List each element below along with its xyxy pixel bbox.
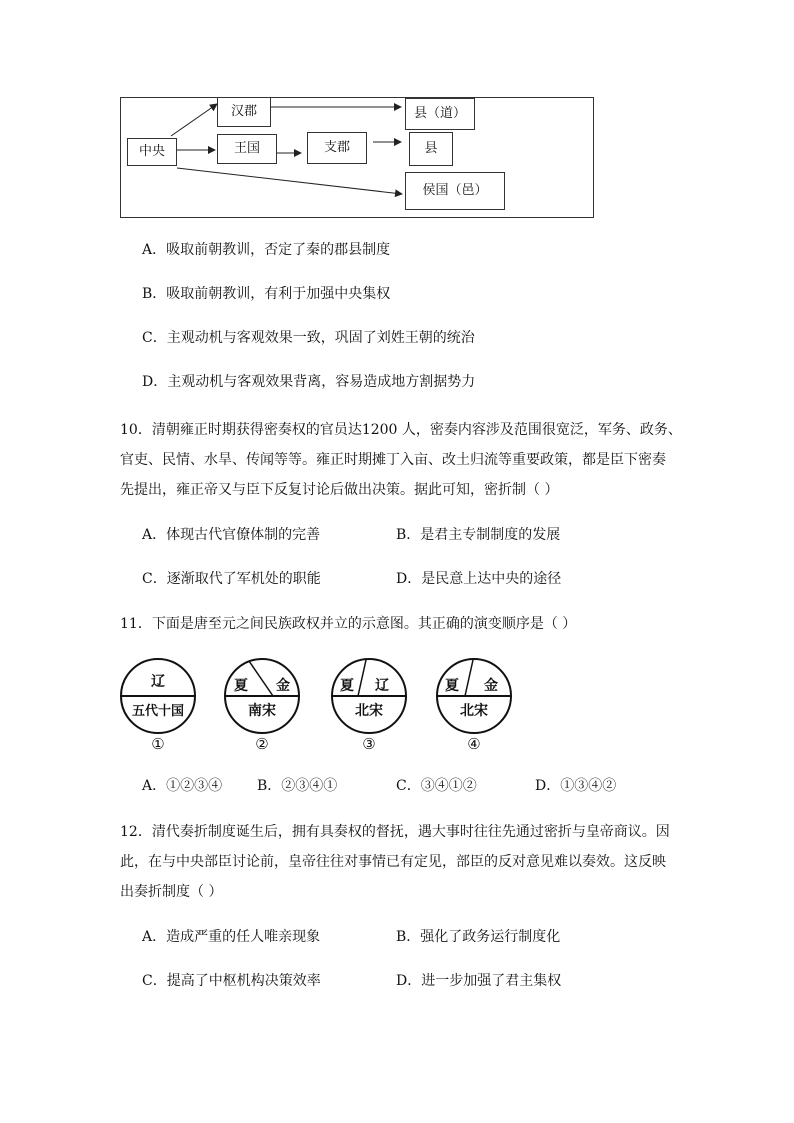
- circle-4-label: ④: [467, 735, 481, 753]
- q11-option-c: C．③④①②: [396, 778, 477, 794]
- circle-1-label: ①: [151, 735, 165, 753]
- circle-3-shape: [330, 655, 410, 737]
- node-marquisate-label: 侯国（邑）: [422, 183, 488, 198]
- regime-circle-4: [435, 655, 515, 755]
- q10-option-a: A．体现古代官僚体制的完善: [142, 527, 321, 543]
- q12-option-c: C．提高了中枢机构决策效率: [142, 973, 321, 989]
- node-han-commandery: [217, 97, 271, 127]
- node-branch-label: 支郡: [323, 140, 350, 155]
- q9-option-c: C．主观动机与客观效果一致，巩固了刘姓王朝的统治: [142, 330, 475, 346]
- circle-3-label: ③: [362, 735, 376, 753]
- q10-stem-line3: 先提出，雍正帝又与臣下反复讨论后做出决策。据此可知，密折制（ ）: [120, 482, 559, 498]
- circle-1-bottom: 五代十国: [131, 704, 184, 719]
- q11-option-b: B．②③④①: [257, 778, 338, 794]
- q9-option-a: A．吸取前朝教训，否定了秦的郡县制度: [142, 242, 391, 258]
- regime-circle-3: [330, 655, 410, 755]
- q10-option-d: D．是民意上达中央的途径: [396, 571, 562, 587]
- q10-stem-line1: 10．清朝雍正时期获得密奏权的官员达1200 人，密奏内容涉及范围很宽泛，军务、政务、: [120, 422, 682, 438]
- node-han-label: 汉郡: [230, 104, 257, 119]
- arrow-center-to-han: [171, 104, 217, 136]
- regime-circle-1: [119, 655, 199, 755]
- circle-2-bottom: 南宋: [248, 703, 276, 719]
- arrow-center-to-marquisate: [177, 168, 402, 194]
- q9-option-d: D．主观动机与客观效果背离，容易造成地方割据势力: [142, 374, 476, 390]
- circle-3-top-left: 夏: [340, 678, 354, 694]
- regime-circle-2: [223, 655, 303, 755]
- q12-stem-line1: 12．清代奏折制度诞生后，拥有具奏权的督抚，遇大事时往往先通过密折与皇帝商议。因: [120, 824, 670, 840]
- q12-stem-line2: 此，在与中央部臣讨论前，皇帝往往对事情已有定见，部臣的反对意见难以奏效。这反映: [120, 854, 666, 870]
- circle-3-bottom: 北宋: [355, 703, 383, 719]
- circle-1-shape: [119, 655, 199, 737]
- q11-option-d: D．①③④②: [535, 778, 617, 794]
- node-kingdom: [217, 134, 277, 164]
- q10-stem-line2: 官吏、民情、水旱、传闻等等。雍正时期摊丁入亩、改土归流等重要政策，都是臣下密奏: [120, 452, 666, 468]
- q11-option-a: A．①②③④: [142, 778, 223, 794]
- q9-option-b: B．吸取前朝教训，有利于加强中央集权: [142, 286, 391, 302]
- node-county: [409, 132, 453, 166]
- node-county-dao: [405, 98, 475, 130]
- q11-stem: 11．下面是唐至元之间民族政权并立的示意图。其正确的演变顺序是（ ）: [120, 616, 577, 632]
- node-center: [127, 138, 177, 166]
- circle-4-top-left: 夏: [445, 678, 459, 694]
- circle-2-shape: [223, 655, 303, 737]
- circle-1-top: 辽: [151, 674, 165, 690]
- node-branch-commandery: [307, 132, 367, 164]
- q12-option-a: A．造成严重的任人唯亲现象: [142, 929, 321, 945]
- q10-option-c: C．逐渐取代了军机处的职能: [142, 571, 321, 587]
- q12-option-d: D．进一步加强了君主集权: [396, 973, 562, 989]
- node-center-label: 中央: [138, 144, 165, 159]
- circle-4-top-right: 金: [484, 678, 498, 694]
- circle-4-bottom: 北宋: [460, 703, 488, 719]
- circle-4-shape: [435, 655, 515, 737]
- circle-2-label: ②: [255, 735, 269, 753]
- node-marquisate: [405, 172, 505, 210]
- node-kingdom-label: 王国: [233, 141, 260, 156]
- circle-2-top-right: 金: [276, 678, 290, 694]
- node-county-label: 县: [424, 141, 438, 156]
- circle-3-top-right: 辽: [375, 678, 389, 694]
- circle-2-top-left: 夏: [234, 678, 248, 694]
- admin-structure-diagram: [120, 97, 594, 218]
- q12-option-b: B．强化了政务运行制度化: [396, 929, 561, 945]
- node-county-dao-label: 县（道）: [413, 106, 466, 121]
- q12-stem-line3: 出奏折制度（ ）: [120, 884, 223, 900]
- q10-option-b: B．是君主专制制度的发展: [396, 527, 561, 543]
